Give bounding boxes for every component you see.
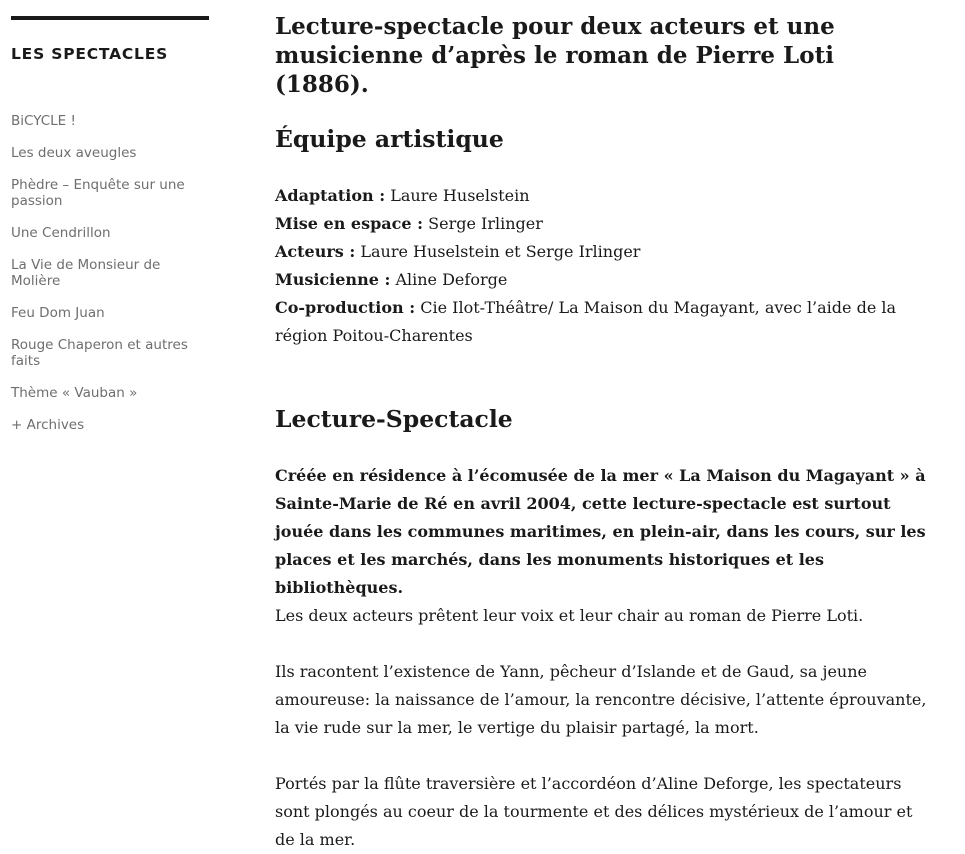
credit-co-production [275, 294, 935, 350]
menu-item-les-deux-aveugles[interactable]: Les deux aveugles [11, 145, 137, 161]
credits-list [275, 182, 935, 350]
credit-role: Musicienne : [275, 270, 391, 289]
menu-item-theme-vauban[interactable]: Thème « Vauban » [11, 385, 138, 401]
credit-role: Co-production : [275, 298, 416, 317]
credit-adaptation [275, 182, 935, 210]
paragraph-existence: Ils racontent l’existence de Yann, pêcheur d’Islande et de Gaud, sa jeune amoureuse: la naissance de l’amour, la rencontre décisive, l’attente éprouvante, la vie rude sur la mer, le vertige du plaisir partagé, la mort. [275, 662, 927, 737]
credit-value: Laure Huselstein et Serge Irlinger [355, 242, 641, 261]
credit-mise-en-espace [275, 210, 935, 238]
credit-value: Aline Deforge [390, 270, 508, 289]
credit-role: Adaptation : [275, 186, 386, 205]
menu-item-bicycle[interactable]: BiCYCLE ! [11, 113, 76, 129]
menu-item-rouge-chaperon[interactable]: Rouge Chaperon et autres faits [11, 337, 188, 369]
menu-item-archives[interactable]: + Archives [11, 417, 85, 433]
menu-item-feu-dom-juan[interactable]: Feu Dom Juan [11, 305, 105, 321]
credit-acteurs [275, 238, 935, 266]
menu-item-vie-de-moliere[interactable]: La Vie de Monsieur de Molière [11, 257, 161, 289]
sidebar-title: LES SPECTACLES [11, 45, 169, 63]
sidebar-divider [11, 16, 209, 20]
credit-musicienne [275, 266, 935, 294]
credit-value: Serge Irlinger [423, 214, 543, 233]
credit-role: Mise en espace : [275, 214, 424, 233]
menu-item-une-cendrillon[interactable]: Une Cendrillon [11, 225, 111, 241]
credit-value: Laure Huselstein [385, 186, 530, 205]
intro-text: Lecture-spectacle pour deux acteurs et une musicienne d’après le roman de Pierre Loti (1886). [275, 13, 835, 98]
paragraph-acteurs: Les deux acteurs prêtent leur voix et leur chair au roman de Pierre Loti. [275, 606, 864, 625]
lecture-heading: Lecture-Spectacle [275, 405, 513, 433]
menu-item-phedre[interactable]: Phèdre – Enquête sur une passion [11, 177, 185, 209]
paragraph-creation: Créée en résidence à l’écomusée de la mer « La Maison du Magayant » à Sainte-Marie de Ré en avril 2004, cette lecture-spectacle est surtout jouée dans les communes maritimes, en plein-air, dans les cours, sur les places et les marchés, dans les monuments historiques et les bibliothèques. [275, 466, 926, 597]
credit-value: Cie Ilot-Théâtre/ La Maison du Magayant, avec l’aide de la région Poitou-Charentes [275, 298, 897, 345]
sidebar [11, 16, 209, 433]
equipe-heading: Équipe artistique [275, 125, 504, 153]
credit-role: Acteurs : [275, 242, 356, 261]
paragraph-musique: Portés par la flûte traversière et l’accordéon d’Aline Deforge, les spectateurs sont plongés au coeur de la tourmente et des délices mystérieux de l’amour et de la mer. [275, 774, 913, 849]
